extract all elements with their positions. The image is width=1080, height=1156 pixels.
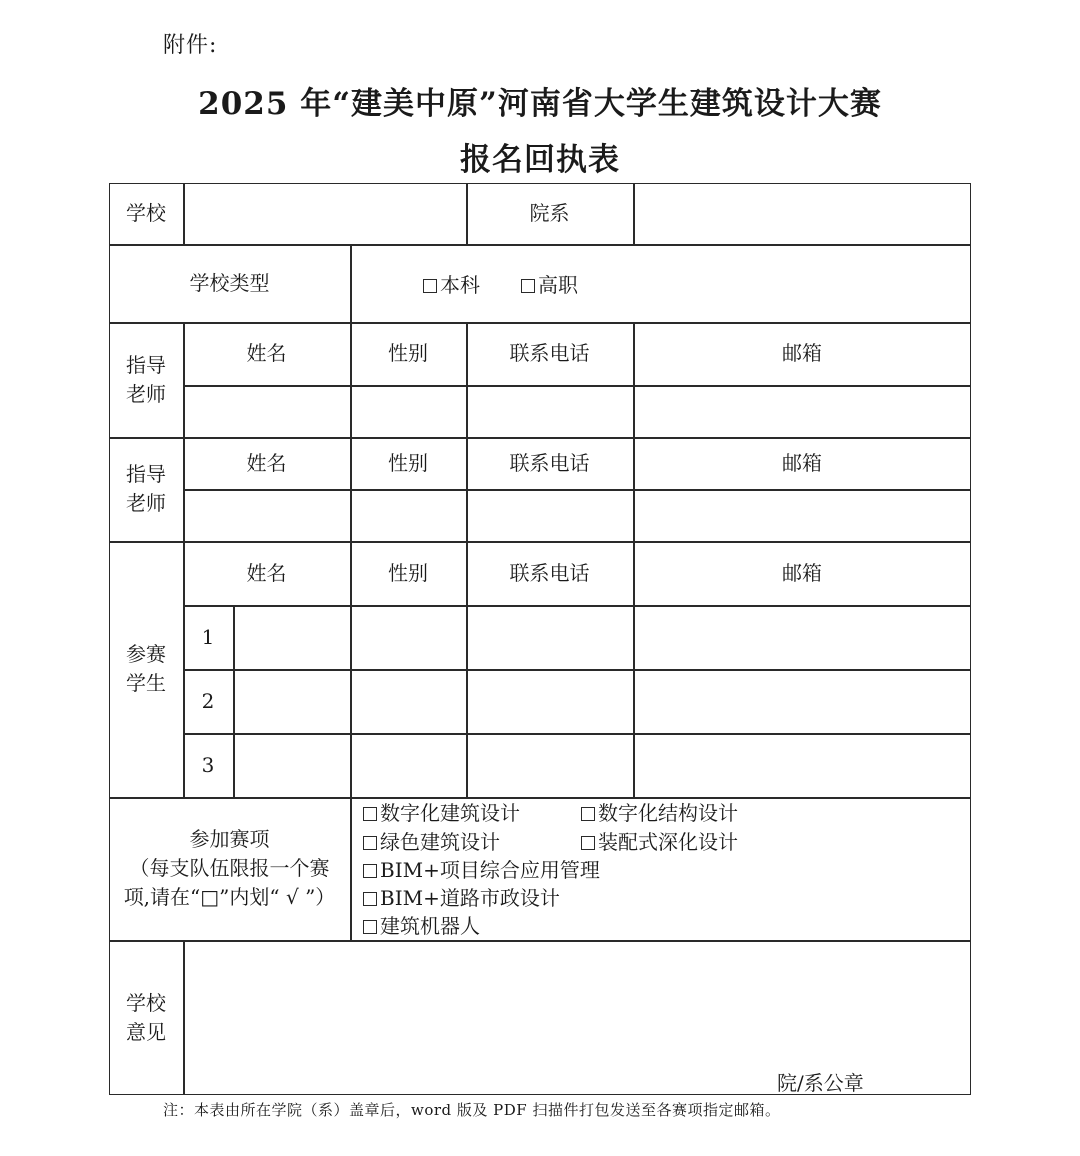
event-option-label: 建筑机器人 [380, 914, 480, 938]
student-row-number: 1 [201, 624, 215, 649]
events-label [109, 797, 350, 940]
student-gender-field[interactable] [350, 733, 466, 797]
student-name-field[interactable] [233, 733, 350, 797]
column-header-name: 姓名 [246, 341, 287, 365]
checkbox[interactable] [363, 892, 377, 906]
advisor-label-line2: 老师 [126, 491, 166, 515]
school-label: 学校 [126, 201, 166, 225]
event-option-label: 数字化建筑设计 [380, 801, 520, 825]
col-divider [350, 244, 352, 322]
student-gender-field[interactable] [350, 669, 466, 733]
event-option-label: BIM+项目综合应用管理 [380, 858, 600, 882]
column-header-phone: 联系电话 [509, 560, 590, 585]
student-label-line1: 参赛 [126, 642, 166, 666]
opinion-field[interactable] [183, 940, 971, 1060]
school-field[interactable] [183, 183, 466, 244]
event-option[interactable] [363, 799, 520, 827]
option-label: 高职 [538, 273, 578, 297]
footer-note: 注：本表由所在学院（系）盖章后，word 版及 PDF 扫描件打包发送至各赛项指定邮箱。 [163, 1101, 781, 1119]
advisor-email-field[interactable] [633, 489, 971, 541]
column-header-email: 邮箱 [782, 560, 822, 585]
checkbox[interactable] [363, 807, 377, 821]
student-email-field[interactable] [633, 605, 971, 669]
event-option-label: 数字化结构设计 [598, 801, 738, 825]
advisor-label [109, 437, 183, 541]
advisor-label-line2: 老师 [126, 381, 166, 406]
school-type-label: 学校类型 [189, 270, 270, 295]
advisor-phone-field[interactable] [466, 489, 633, 541]
page-subtitle: 报名回执表 [460, 142, 620, 178]
event-option[interactable] [363, 912, 480, 940]
checkbox[interactable] [363, 864, 377, 878]
opinion-label [109, 940, 183, 1095]
department-label: 院系 [529, 201, 570, 225]
student-phone-field[interactable] [466, 733, 633, 797]
event-option[interactable] [363, 856, 600, 884]
event-option-label: 装配式深化设计 [598, 830, 738, 854]
event-option-label: 绿色建筑设计 [380, 830, 500, 854]
advisor-phone-field[interactable] [466, 385, 633, 437]
advisor-label-line1: 指导 [126, 462, 166, 486]
opinion-label-line1: 学校 [126, 990, 166, 1015]
event-option[interactable] [581, 799, 738, 827]
opinion-label-line2: 意见 [126, 1019, 166, 1044]
checkbox[interactable] [363, 920, 377, 934]
student-name-field[interactable] [233, 605, 350, 669]
events-label-line2: （每支队伍限报一个赛 [129, 856, 330, 880]
event-option-label: BIM+道路市政设计 [380, 886, 560, 910]
column-header-gender: 性别 [388, 450, 428, 475]
events-label-line3: 项,请在“□”内划“ √ ”） [123, 885, 336, 909]
event-option[interactable] [363, 884, 560, 912]
checkbox[interactable] [581, 836, 595, 850]
student-row-number: 3 [201, 752, 215, 777]
advisor-gender-field[interactable] [350, 385, 466, 437]
student-label-line2: 学生 [126, 671, 166, 695]
column-header-email: 邮箱 [782, 341, 822, 365]
advisor-name-field[interactable] [183, 385, 350, 437]
column-header-name: 姓名 [246, 560, 287, 585]
student-email-field[interactable] [633, 733, 971, 797]
page-title: 2025 年“建美中原”河南省大学生建筑设计大赛 [198, 86, 882, 122]
checkbox[interactable] [363, 836, 377, 850]
student-name-field[interactable] [233, 669, 350, 733]
department-field[interactable] [633, 183, 971, 244]
checkbox[interactable] [581, 807, 595, 821]
student-row-number: 2 [201, 688, 215, 713]
student-email-field[interactable] [633, 669, 971, 733]
option-label: 本科 [440, 273, 480, 297]
advisor-name-field[interactable] [183, 489, 350, 541]
advisor-label-line1: 指导 [126, 352, 166, 377]
school-type-option-undergraduate[interactable] [423, 271, 480, 299]
student-gender-field[interactable] [350, 605, 466, 669]
col-divider [350, 797, 352, 940]
column-header-name: 姓名 [246, 450, 287, 475]
advisor-email-field[interactable] [633, 385, 971, 437]
column-header-gender: 性别 [388, 341, 428, 365]
student-phone-field[interactable] [466, 669, 633, 733]
column-header-email: 邮箱 [782, 450, 822, 475]
column-header-phone: 联系电话 [509, 450, 590, 475]
student-label [109, 541, 183, 797]
advisor-label [109, 322, 183, 437]
student-phone-field[interactable] [466, 605, 633, 669]
event-option[interactable] [581, 828, 738, 856]
event-option[interactable] [363, 828, 500, 856]
registration-form-table [109, 183, 971, 1095]
department-stamp-label: 院/系公章 [777, 1071, 864, 1095]
advisor-gender-field[interactable] [350, 489, 466, 541]
column-header-gender: 性别 [388, 560, 428, 585]
checkbox[interactable] [521, 279, 535, 293]
checkbox[interactable] [423, 279, 437, 293]
events-label-line1: 参加赛项 [189, 827, 270, 851]
attachment-label: 附件: [163, 33, 218, 58]
school-type-option-vocational[interactable] [521, 271, 578, 299]
column-header-phone: 联系电话 [509, 341, 590, 365]
